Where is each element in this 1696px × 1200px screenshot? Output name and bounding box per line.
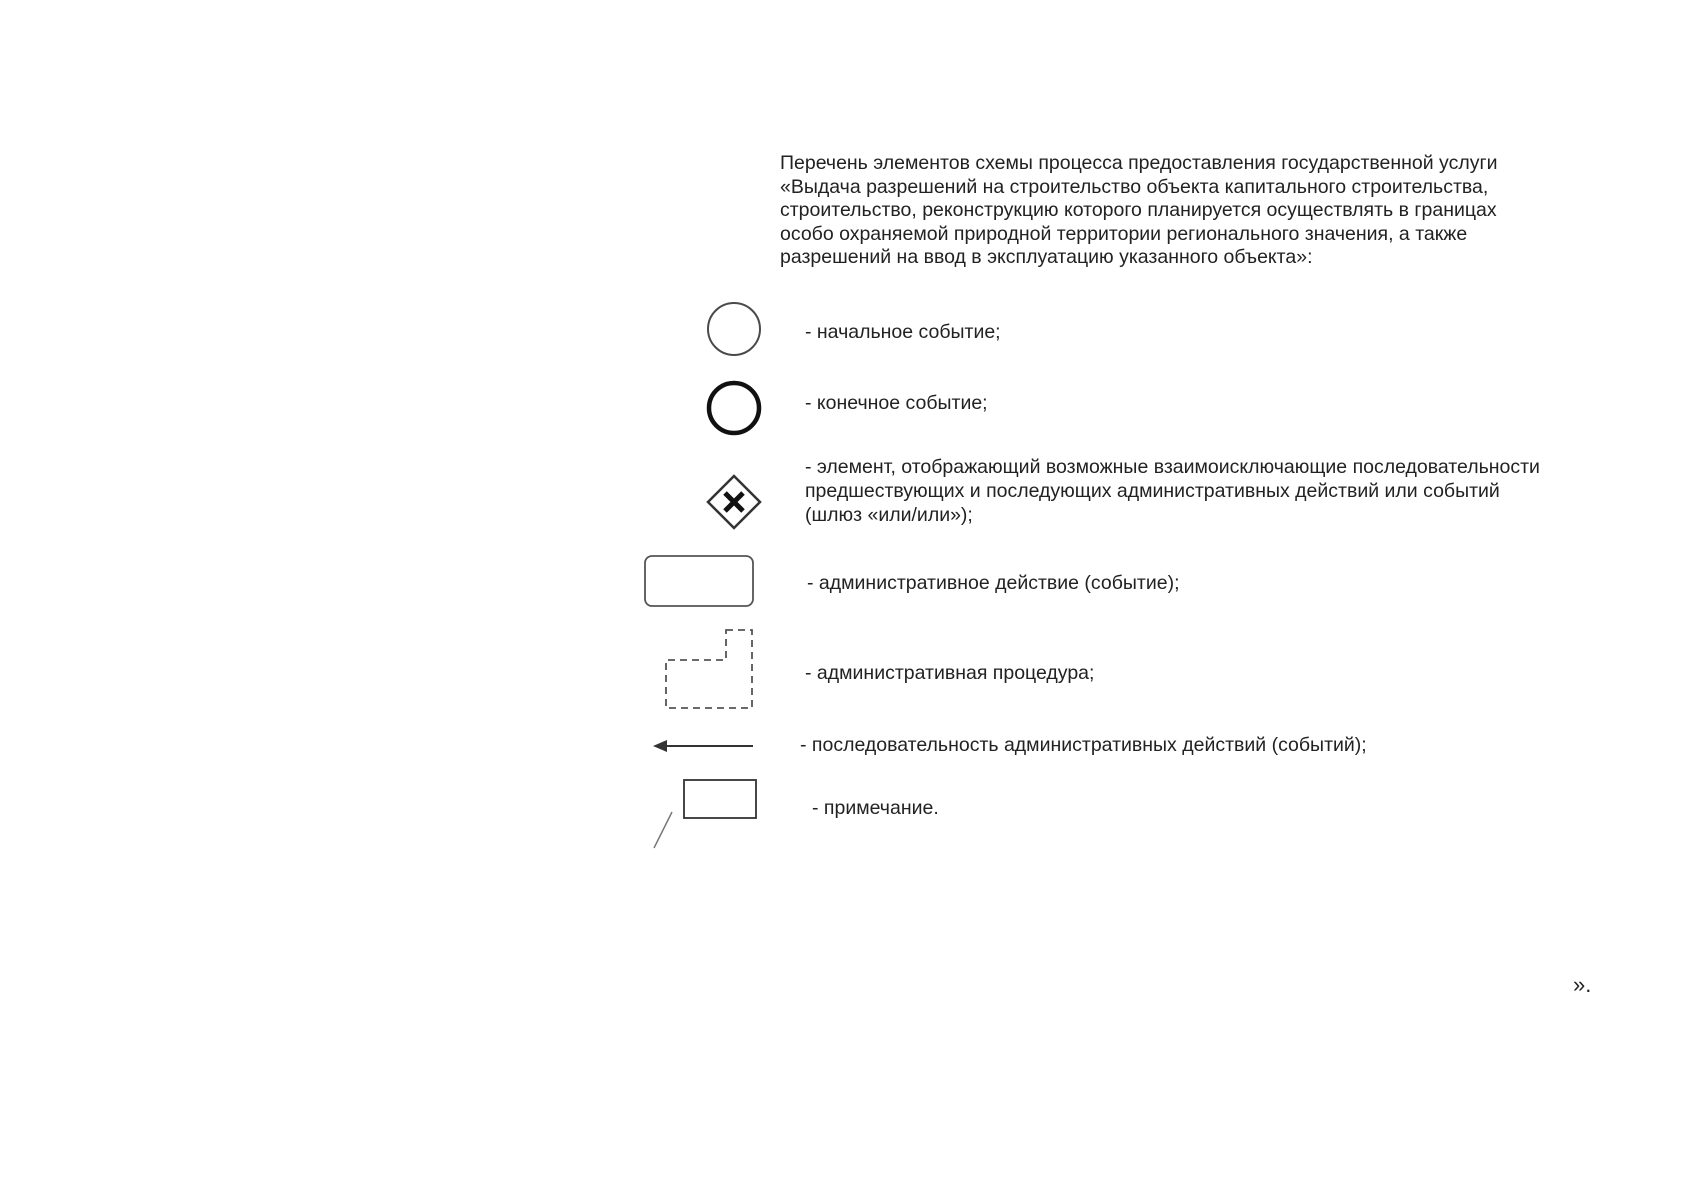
exclusive-gateway-icon — [706, 474, 762, 530]
end-event-icon — [704, 378, 764, 438]
legend-item-label: - начальное событие; — [805, 321, 1001, 343]
intro-line: разрешений на ввод в эксплуатацию указанного объекта»: — [780, 246, 1313, 268]
legend-item-label: предшествующих и последующих административных действий или событий — [805, 480, 1500, 502]
closing-quote: ». — [1573, 972, 1592, 997]
legend-item-label: - конечное событие; — [805, 392, 988, 414]
legend-item-action — [807, 571, 1179, 595]
legend-item-sequence — [800, 733, 1367, 757]
legend-item-label: - элемент, отображающий возможные взаимоисключающие последовательности — [805, 456, 1540, 478]
legend-item-label: (шлюз «или/или»); — [805, 504, 973, 526]
legend-item-start-event — [805, 320, 1001, 344]
intro-line: Перечень элементов схемы процесса предоставления государственной услуги — [780, 152, 1498, 174]
intro-line: «Выдача разрешений на строительство объекта капитального строительства, — [780, 175, 1489, 198]
annotation-icon — [648, 778, 760, 850]
legend-item-gateway — [805, 455, 1540, 527]
rounded-rectangle-icon — [643, 554, 757, 610]
start-event-icon — [704, 298, 764, 360]
legend-item-label: - последовательность административных действий (событий); — [800, 734, 1367, 756]
intro-line: особо охраняемой природной территории регионального значения, а также — [780, 222, 1468, 245]
legend-item-end-event — [805, 391, 988, 415]
arrow-icon — [651, 736, 757, 756]
legend-item-label: - административная процедура; — [805, 662, 1095, 684]
intro-paragraph — [780, 152, 1580, 270]
intro-line: строительство, реконструкцию которого планируется осуществлять в границах — [780, 199, 1497, 221]
dashed-procedure-icon — [660, 628, 756, 712]
legend-item-label: - административное действие (событие); — [807, 572, 1180, 594]
legend-item-procedure — [805, 661, 1094, 685]
legend-item-label: - примечание. — [812, 797, 939, 819]
legend-item-annotation — [812, 796, 939, 820]
